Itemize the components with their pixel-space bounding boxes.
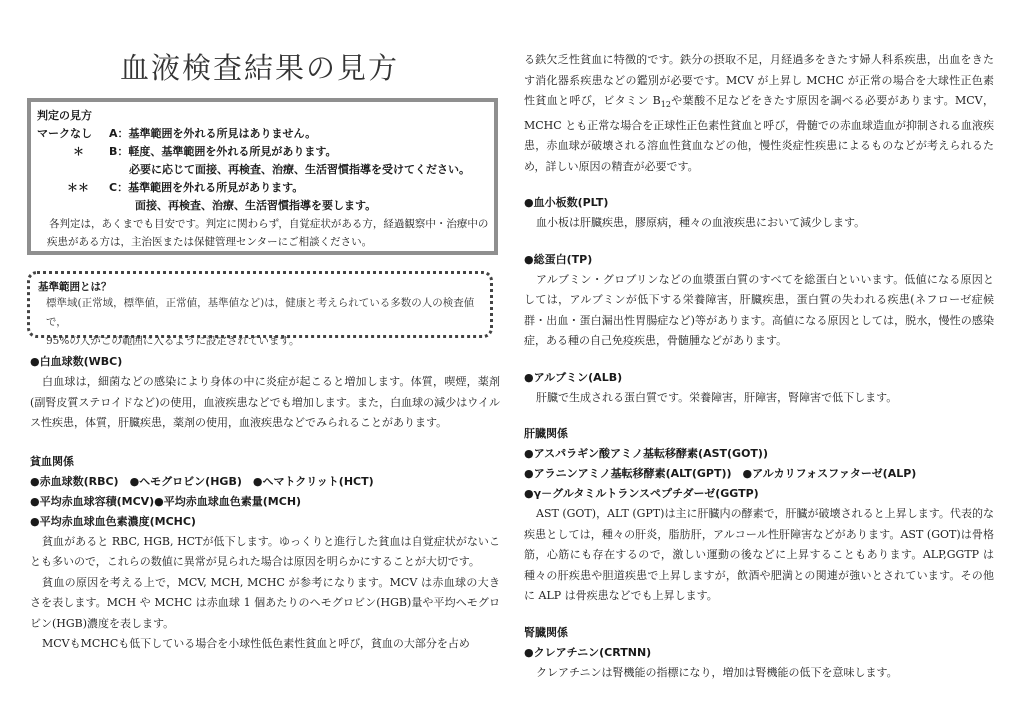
section-heading-kidney: 腎臓関係: [524, 625, 568, 639]
judgement-row-b-detail: 必要に応じて面接、再検査、治療、生活習慣指導を受けてください。: [129, 163, 470, 176]
reference-range-text: 標準域(正常域，標準値，正常値，基準値など)は，健康と考えられている多数の人の検査値で，: [46, 297, 475, 328]
judgement-note: 疾患がある方は，主治医または保健管理センターにご相談ください。: [47, 236, 373, 248]
section-heading-wbc: ●白血球数(WBC): [30, 355, 123, 368]
judgement-row-c: [37, 179, 488, 197]
paragraph-anemia-continued: [524, 50, 994, 177]
judgement-text: A：基準範囲を外れる所見はありません。: [109, 127, 317, 140]
paragraph-anemia: 貧血の原因を考える上で，MCV, MCH, MCHC が参考になります。MCV は赤血球の大きさを表します。MCH や MCHC は赤血球 1 個あたりのヘモグロビン(HGB)量や平均ヘモグロビン(HGB)濃度を表します。: [30, 575, 500, 630]
section-heading-alb: ●アルブミン(ALB): [524, 370, 623, 384]
kidney-item-list: ●クレアチニン(CRTNN): [524, 645, 652, 659]
judgement-heading: 判定の見方: [37, 109, 92, 122]
judgement-row-c-detail: 面接、再検査、治療、生活習慣指導を要します。: [135, 199, 377, 212]
liver-item-list: ●アラニンアミノ基転移酵素(ALT(GPT)) ●アルカリフォスファターゼ(ALP): [524, 467, 917, 481]
anemia-item-list: ●平均赤血球容積(MCV)●平均赤血球血色素量(MCH): [30, 494, 302, 508]
reference-range-text: 95%の人がこの範囲に入るように設定されています。: [46, 335, 300, 347]
judgement-mark: マークなし: [37, 127, 92, 140]
paragraph-wbc: 白血球は，細菌などの感染により身体の中に炎症が起こると増加します。体質，喫煙，薬剤(副腎皮質ステロイドなど)の使用，血液疾患などでも増加します。また，白血球の減少はウイルス性疾患，体質，肝臓疾患，薬剤の使用，血液疾患などでみられることがあります。: [30, 375, 500, 429]
paragraph-anemia: 貧血があると RBC, HGB, HCTが低下します。ゆっくりと進行した貧血は自覚症状がないことも多いので，これらの数値に異常が見られた場合は原因を明らかにすることが大切です。: [30, 534, 500, 568]
section-heading-anemia: 貧血関係: [30, 454, 74, 468]
judgement-note: 各判定は，あくまでも目安です。判定に関わらず，自覚症状がある方，経過観察中・治療中の: [49, 218, 489, 230]
reference-range-heading: 基準範囲とは？: [38, 281, 112, 293]
liver-item-list: ●γ－グルタミルトランスペプチダーゼ(GGTP): [524, 487, 759, 501]
right-column-body: [524, 50, 994, 683]
anemia-item-list: ●赤血球数(RBC) ●ヘモグロビン(HGB) ●ヘマトクリット(HCT): [30, 474, 374, 488]
section-heading-plt: ●血小板数(PLT): [524, 196, 609, 210]
paragraph-text: や葉酸不足などをきたす原因を調べる必要があります。MCV，MCHC とも正常な場合を正球性正色素性貧血と呼び，骨髄での赤血球造血が抑制される血液疾患，赤血球が破壊される溶血性貧血などの他，慢性炎症性疾患によるものなどが考えられるため，詳しい原因の精査が必要です。: [524, 94, 994, 173]
judgement-row-b: [37, 143, 488, 161]
judgement-mark: ＊＊: [67, 181, 89, 194]
paragraph-alb: 肝臓で生成される蛋白質です。栄養障害，肝障害，腎障害で低下します。: [536, 390, 898, 404]
subscript: 12: [660, 100, 671, 110]
paragraph-liver: AST (GOT)，ALT (GPT)は主に肝臓内の酵素で，肝臓が破壊されると上昇します。代表的な疾患としては，種々の肝炎，脂肪肝，アルコール性肝障害などがあります。AST (GOT)は骨格筋，心筋にも存在するので，激しい運動の後などに上昇することもあります。ALP,GGTP は種々の肝疾患や胆道疾患で上昇しますが，飲酒や肥満との関連が強いとされています。その他に ALP は骨疾患などでも上昇します。: [524, 507, 994, 603]
section-heading-tp: ●総蛋白(TP): [524, 252, 593, 266]
judgement-text: C：基準範囲を外れる所見があります。: [109, 181, 304, 194]
paragraph-kidney: クレアチニンは腎機能の指標になり，増加は腎機能の低下を意味します。: [536, 665, 898, 679]
section-heading-liver: 肝臓関係: [524, 427, 568, 441]
paragraph-anemia: MCVもMCHCも低下している場合を小球性低色素性貧血と呼び，貧血の大部分を占め: [42, 637, 470, 650]
judgement-text: B：軽度、基準範囲を外れる所見があります。: [109, 145, 337, 158]
anemia-item-list: ●平均赤血球血色素濃度(MCHC): [30, 514, 196, 528]
paragraph-tp: アルブミン・グロブリンなどの血漿蛋白質のすべてを総蛋白といいます。低値になる原因としては，アルブミンが低下する栄養障害，肝臓疾患，蛋白質の失われる疾患(ネフローゼ症候群・出血・蛋白漏出性胃腸症など)等があります。高値になる原因としては，脱水，慢性の感染症，ある種の自己免疫疾患，骨髄腫などがあります。: [524, 272, 994, 348]
judgement-legend-box: [27, 98, 498, 255]
page-title: 血液検査結果の見方: [120, 51, 400, 85]
paragraph-text: る鉄欠乏性貧血に特徴的です。鉄分の摂取不足，月経過多をきたす婦人科系疾患，出血をきたす消化器系疾患などの鑑別が必要です。MCV が上昇し MCHC が正常の場合を大球性正色素性貧血と呼び，ビタミン B: [524, 53, 994, 107]
judgement-row-a: [37, 125, 488, 143]
left-column-body: [30, 352, 500, 655]
liver-item-list: ●アスパラギン酸アミノ基転移酵素(AST(GOT)): [524, 447, 768, 461]
judgement-mark: ＊: [73, 145, 84, 158]
paragraph-plt: 血小板は肝臓疾患，膠原病，種々の血液疾患において減少します。: [536, 216, 866, 230]
reference-range-box: [27, 271, 493, 347]
